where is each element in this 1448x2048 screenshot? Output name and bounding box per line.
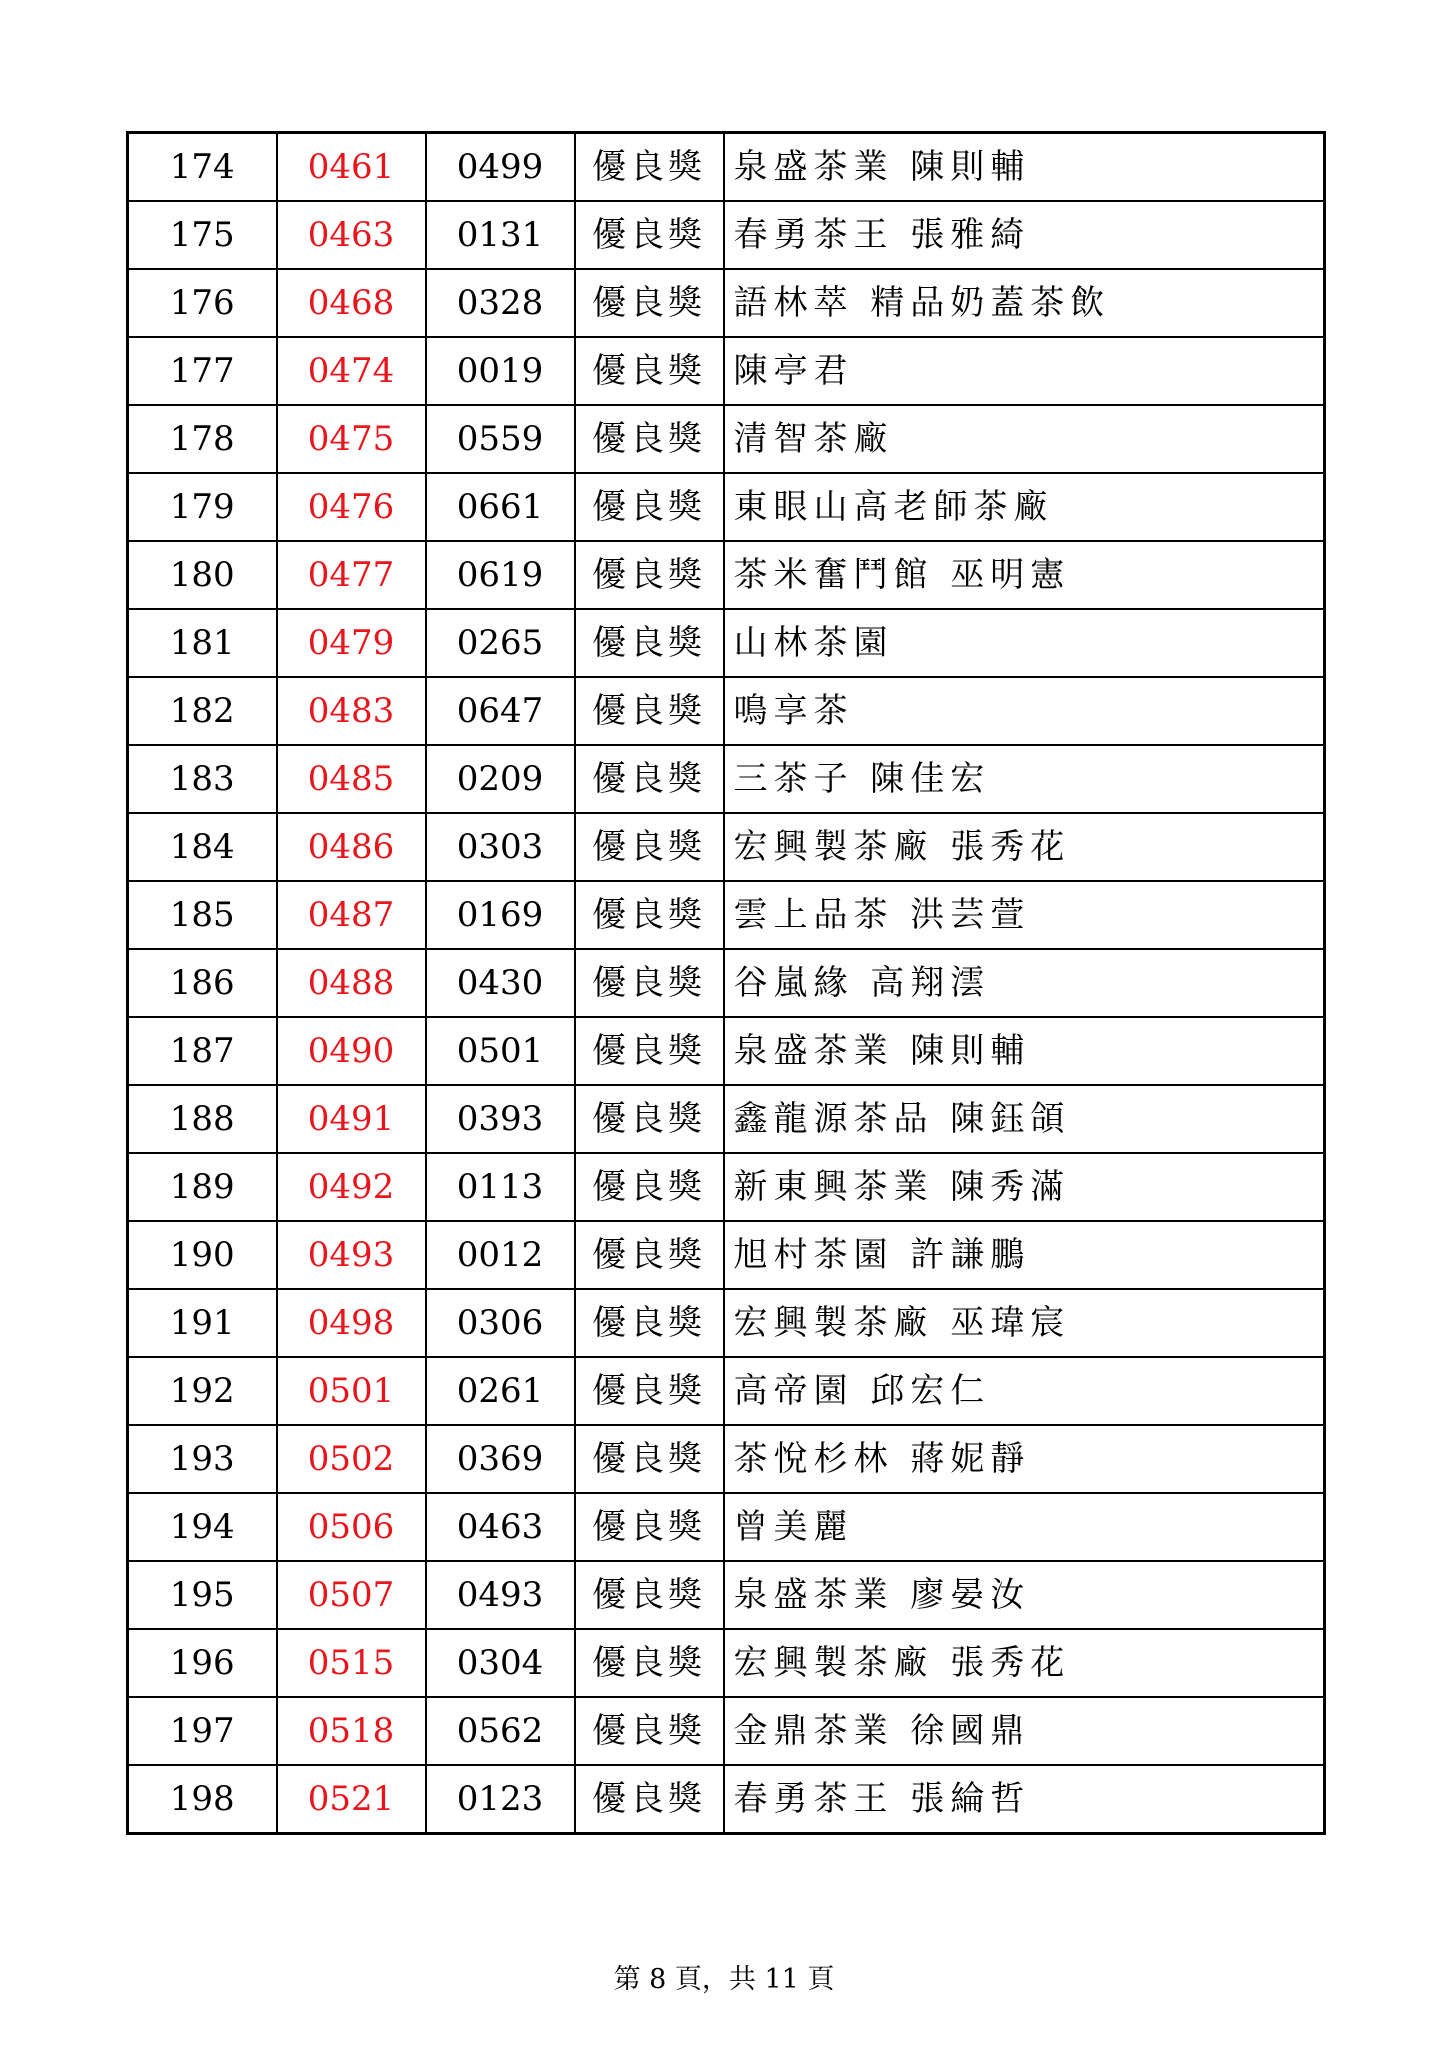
rank-cell: 180 <box>128 541 277 609</box>
award-cell: 優良獎 <box>575 881 724 949</box>
rank-cell: 187 <box>128 1017 277 1085</box>
rank-cell: 194 <box>128 1493 277 1561</box>
code-cell: 0499 <box>426 133 575 202</box>
entry-number-cell: 0492 <box>277 1153 426 1221</box>
name-cell: 宏興製茶廠 張秀花 <box>724 1629 1325 1697</box>
entry-number-cell: 0487 <box>277 881 426 949</box>
page-number-footer: 第 8 頁，共 11 頁 <box>613 1964 835 1995</box>
entry-number-cell: 0474 <box>277 337 426 405</box>
award-cell: 優良獎 <box>575 1493 724 1561</box>
rank-cell: 195 <box>128 1561 277 1629</box>
rank-cell: 192 <box>128 1357 277 1425</box>
name-cell: 雲上品茶 洪芸萱 <box>724 881 1325 949</box>
name-cell: 三茶子 陳佳宏 <box>724 745 1325 813</box>
entry-number-cell: 0488 <box>277 949 426 1017</box>
table-row <box>128 541 1325 609</box>
rank-cell: 183 <box>128 745 277 813</box>
rank-cell: 196 <box>128 1629 277 1697</box>
name-cell: 茶悅杉林 蔣妮靜 <box>724 1425 1325 1493</box>
entry-number-cell: 0515 <box>277 1629 426 1697</box>
code-cell: 0501 <box>426 1017 575 1085</box>
rank-cell: 178 <box>128 405 277 473</box>
name-cell: 春勇茶王 張綸哲 <box>724 1765 1325 1834</box>
entry-number-cell: 0491 <box>277 1085 426 1153</box>
code-cell: 0493 <box>426 1561 575 1629</box>
code-cell: 0209 <box>426 745 575 813</box>
table-row <box>128 1289 1325 1357</box>
rank-cell: 182 <box>128 677 277 745</box>
rank-cell: 174 <box>128 133 277 202</box>
rank-cell: 197 <box>128 1697 277 1765</box>
award-cell: 優良獎 <box>575 677 724 745</box>
award-cell: 優良獎 <box>575 1153 724 1221</box>
award-cell: 優良獎 <box>575 133 724 202</box>
award-cell: 優良獎 <box>575 1221 724 1289</box>
table-row <box>128 1221 1325 1289</box>
name-cell: 陳亭君 <box>724 337 1325 405</box>
award-cell: 優良獎 <box>575 269 724 337</box>
table-row <box>128 1697 1325 1765</box>
name-cell: 鑫龍源茶品 陳鈺頜 <box>724 1085 1325 1153</box>
award-cell: 優良獎 <box>575 337 724 405</box>
entry-number-cell: 0486 <box>277 813 426 881</box>
code-cell: 0012 <box>426 1221 575 1289</box>
name-cell: 泉盛茶業 廖晏汝 <box>724 1561 1325 1629</box>
code-cell: 0369 <box>426 1425 575 1493</box>
award-cell: 優良獎 <box>575 1765 724 1834</box>
table-row <box>128 1357 1325 1425</box>
entry-number-cell: 0506 <box>277 1493 426 1561</box>
entry-number-cell: 0479 <box>277 609 426 677</box>
award-cell: 優良獎 <box>575 1357 724 1425</box>
table-row <box>128 813 1325 881</box>
name-cell: 宏興製茶廠 巫瑋宸 <box>724 1289 1325 1357</box>
rank-cell: 179 <box>128 473 277 541</box>
table-row <box>128 1153 1325 1221</box>
entry-number-cell: 0502 <box>277 1425 426 1493</box>
code-cell: 0562 <box>426 1697 575 1765</box>
name-cell: 泉盛茶業 陳則輔 <box>724 133 1325 202</box>
name-cell: 金鼎茶業 徐國鼎 <box>724 1697 1325 1765</box>
entry-number-cell: 0498 <box>277 1289 426 1357</box>
entry-number-cell: 0475 <box>277 405 426 473</box>
award-cell: 優良獎 <box>575 1425 724 1493</box>
name-cell: 宏興製茶廠 張秀花 <box>724 813 1325 881</box>
rank-cell: 198 <box>128 1765 277 1834</box>
award-cell: 優良獎 <box>575 201 724 269</box>
award-cell: 優良獎 <box>575 1629 724 1697</box>
name-cell: 春勇茶王 張雅綺 <box>724 201 1325 269</box>
award-cell: 優良獎 <box>575 813 724 881</box>
award-cell: 優良獎 <box>575 1697 724 1765</box>
award-cell: 優良獎 <box>575 473 724 541</box>
rank-cell: 177 <box>128 337 277 405</box>
code-cell: 0463 <box>426 1493 575 1561</box>
table-row <box>128 405 1325 473</box>
award-cell: 優良獎 <box>575 949 724 1017</box>
code-cell: 0019 <box>426 337 575 405</box>
award-cell: 優良獎 <box>575 1085 724 1153</box>
entry-number-cell: 0476 <box>277 473 426 541</box>
rank-cell: 190 <box>128 1221 277 1289</box>
entry-number-cell: 0507 <box>277 1561 426 1629</box>
rank-cell: 181 <box>128 609 277 677</box>
table-row <box>128 949 1325 1017</box>
award-cell: 優良獎 <box>575 609 724 677</box>
entry-number-cell: 0518 <box>277 1697 426 1765</box>
award-cell: 優良獎 <box>575 1561 724 1629</box>
code-cell: 0123 <box>426 1765 575 1834</box>
table-row <box>128 1017 1325 1085</box>
code-cell: 0169 <box>426 881 575 949</box>
code-cell: 0131 <box>426 201 575 269</box>
table-row <box>128 1561 1325 1629</box>
name-cell: 旭村茶園 許謙鵬 <box>724 1221 1325 1289</box>
award-cell: 優良獎 <box>575 541 724 609</box>
rank-cell: 188 <box>128 1085 277 1153</box>
table-row <box>128 201 1325 269</box>
table-row <box>128 1085 1325 1153</box>
name-cell: 茶米奮鬥館 巫明憲 <box>724 541 1325 609</box>
code-cell: 0304 <box>426 1629 575 1697</box>
rank-cell: 184 <box>128 813 277 881</box>
code-cell: 0113 <box>426 1153 575 1221</box>
rank-cell: 185 <box>128 881 277 949</box>
award-rows <box>128 133 1325 1834</box>
table-row <box>128 745 1325 813</box>
award-cell: 優良獎 <box>575 405 724 473</box>
rank-cell: 175 <box>128 201 277 269</box>
name-cell: 鳴享茶 <box>724 677 1325 745</box>
entry-number-cell: 0521 <box>277 1765 426 1834</box>
table-row <box>128 133 1325 202</box>
rank-cell: 189 <box>128 1153 277 1221</box>
entry-number-cell: 0463 <box>277 201 426 269</box>
name-cell: 清智茶廠 <box>724 405 1325 473</box>
rank-cell: 186 <box>128 949 277 1017</box>
table-row <box>128 1425 1325 1493</box>
code-cell: 0647 <box>426 677 575 745</box>
entry-number-cell: 0468 <box>277 269 426 337</box>
name-cell: 新東興茶業 陳秀滿 <box>724 1153 1325 1221</box>
entry-number-cell: 0493 <box>277 1221 426 1289</box>
code-cell: 0559 <box>426 405 575 473</box>
entry-number-cell: 0483 <box>277 677 426 745</box>
table-row <box>128 677 1325 745</box>
entry-number-cell: 0461 <box>277 133 426 202</box>
name-cell: 泉盛茶業 陳則輔 <box>724 1017 1325 1085</box>
code-cell: 0393 <box>426 1085 575 1153</box>
code-cell: 0261 <box>426 1357 575 1425</box>
table-row <box>128 473 1325 541</box>
code-cell: 0430 <box>426 949 575 1017</box>
entry-number-cell: 0485 <box>277 745 426 813</box>
table-row <box>128 1629 1325 1697</box>
code-cell: 0661 <box>426 473 575 541</box>
table-row <box>128 1493 1325 1561</box>
award-table <box>126 131 1326 1835</box>
code-cell: 0619 <box>426 541 575 609</box>
entry-number-cell: 0477 <box>277 541 426 609</box>
rank-cell: 176 <box>128 269 277 337</box>
table-row <box>128 609 1325 677</box>
name-cell: 語林萃 精品奶蓋茶飲 <box>724 269 1325 337</box>
rank-cell: 191 <box>128 1289 277 1357</box>
code-cell: 0328 <box>426 269 575 337</box>
table-row <box>128 1765 1325 1834</box>
code-cell: 0265 <box>426 609 575 677</box>
code-cell: 0303 <box>426 813 575 881</box>
entry-number-cell: 0490 <box>277 1017 426 1085</box>
award-cell: 優良獎 <box>575 1017 724 1085</box>
table-row <box>128 337 1325 405</box>
table-row <box>128 269 1325 337</box>
entry-number-cell: 0501 <box>277 1357 426 1425</box>
name-cell: 曾美麗 <box>724 1493 1325 1561</box>
rank-cell: 193 <box>128 1425 277 1493</box>
name-cell: 東眼山高老師茶廠 <box>724 473 1325 541</box>
name-cell: 山林茶園 <box>724 609 1325 677</box>
name-cell: 高帝園 邱宏仁 <box>724 1357 1325 1425</box>
name-cell: 谷嵐緣 高翔澐 <box>724 949 1325 1017</box>
award-cell: 優良獎 <box>575 1289 724 1357</box>
award-cell: 優良獎 <box>575 745 724 813</box>
table-row <box>128 881 1325 949</box>
code-cell: 0306 <box>426 1289 575 1357</box>
